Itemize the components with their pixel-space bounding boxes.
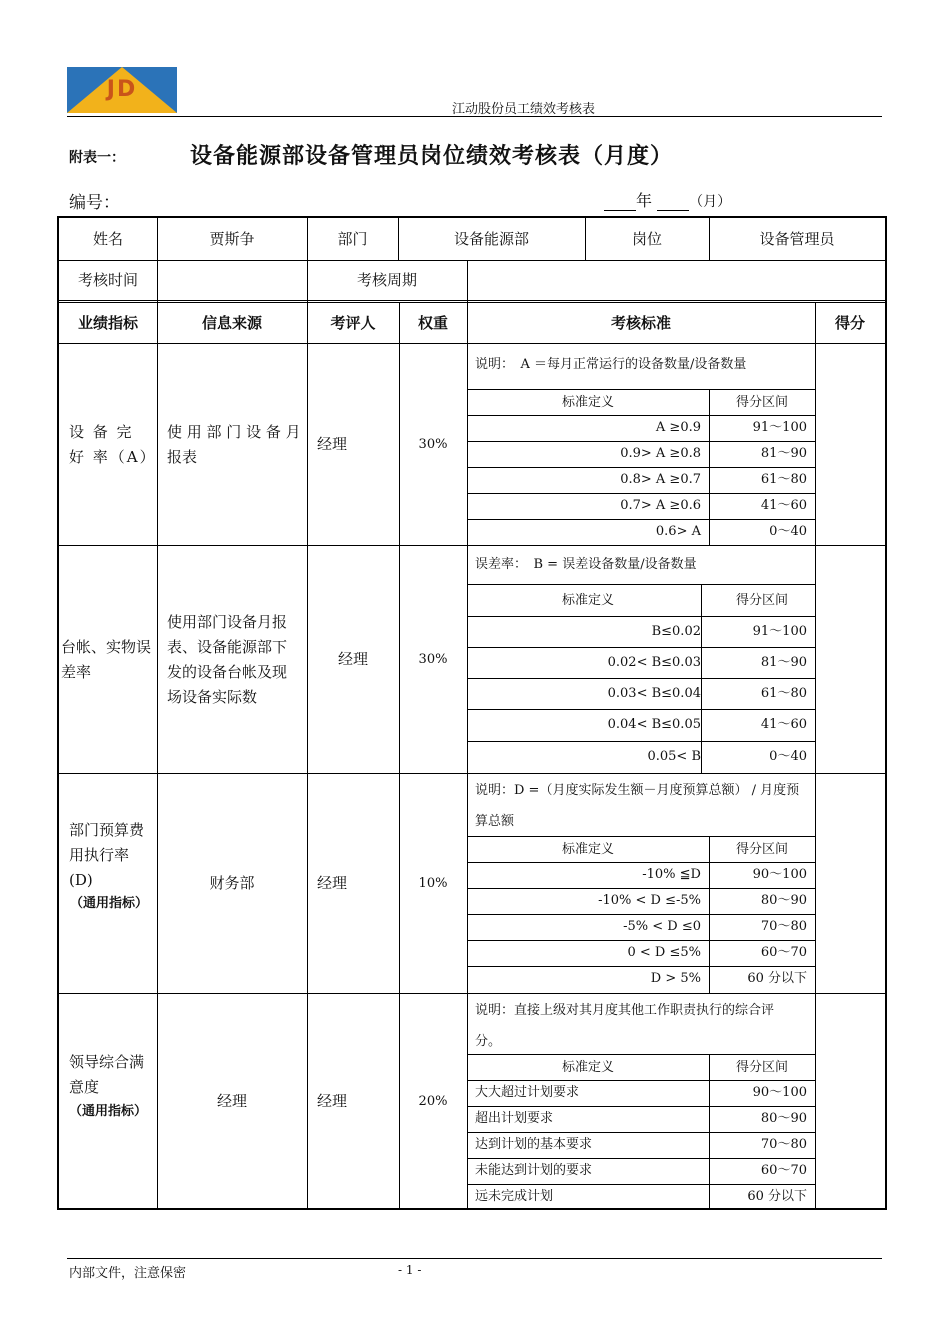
grid-line <box>157 218 158 302</box>
month-blank[interactable] <box>657 194 689 211</box>
standard-note: 说明：D =（月度实际发生额－月度预算总额） / 月度预算总额 <box>475 783 800 829</box>
standard-note: 说明： A ＝每月正常运行的设备数量/设备数量 <box>475 357 747 372</box>
std-def: -5% < D ≤0 <box>623 919 701 934</box>
std-score: 90～100 <box>752 1085 807 1100</box>
footer-note: 内部文件，注意保密 <box>69 1266 187 1281</box>
page-number: - 1 - <box>398 1263 422 1277</box>
std-score: 60～70 <box>760 1163 807 1178</box>
score-head: 得分区间 <box>735 592 788 608</box>
col-indicator: 业绩指标 <box>77 313 138 332</box>
std-def: 超出计划要求 <box>475 1111 554 1126</box>
col-source: 信息来源 <box>201 313 262 332</box>
logo-text: JD <box>106 77 138 102</box>
std-def: 未能达到计划的要求 <box>475 1163 593 1178</box>
year-label: 年 <box>636 191 653 210</box>
page-title: 设备能源部设备管理员岗位绩效考核表（月度） <box>190 143 674 169</box>
std-score: 61～80 <box>760 472 807 487</box>
std-def: 0.6> A <box>655 524 701 539</box>
std-score: 60 分以下 <box>747 971 807 986</box>
std-def: 0.04< B≤0.05 <box>607 717 701 732</box>
company-logo <box>67 67 177 113</box>
indicator-weight: 30% <box>418 652 448 667</box>
std-score: 41～60 <box>760 498 807 513</box>
std-def: 远未完成计划 <box>475 1189 554 1204</box>
col-score: 得分 <box>834 313 865 332</box>
grid-line <box>701 584 702 773</box>
general-tag: （通用指标） <box>69 1104 148 1119</box>
std-def: D > 5% <box>650 971 701 986</box>
grid-line <box>398 218 399 260</box>
standard-note: 误差率： B = 误差设备数量/设备数量 <box>475 557 697 572</box>
general-tag: （通用指标） <box>69 896 148 911</box>
header-rule <box>67 116 882 117</box>
std-score: 81～90 <box>760 446 807 461</box>
dept-label: 部门 <box>337 229 368 248</box>
std-head: 标准定义 <box>561 394 614 410</box>
standard-note: 说明：直接上级对其月度其他工作职责执行的综合评分。 <box>475 1003 775 1049</box>
post-label: 岗位 <box>631 229 662 248</box>
grid-line <box>709 218 710 260</box>
assessment-table <box>57 216 887 1210</box>
std-def: 0.02< B≤0.03 <box>607 655 701 670</box>
dept-value: 设备能源部 <box>453 229 529 248</box>
period-label: 考核周期 <box>356 270 417 289</box>
std-score: 60～70 <box>760 945 807 960</box>
std-score: 80～90 <box>760 893 807 908</box>
col-standard: 考核标准 <box>610 313 671 332</box>
indicator-reviewer: 经理 <box>337 650 368 668</box>
score-head: 得分区间 <box>735 394 788 410</box>
indicator-name <box>59 818 157 948</box>
col-weight: 权重 <box>417 313 448 332</box>
indicator-reviewer: 经理 <box>317 874 348 892</box>
indicator-weight: 20% <box>418 1093 448 1109</box>
grid-line <box>709 389 710 545</box>
indicator-name-text: 部门预算费用执行率(D) <box>69 821 145 889</box>
std-def: -10% < D ≤-5% <box>598 893 701 908</box>
indicator-name-text: 领导综合满意度 <box>69 1053 145 1096</box>
std-def: 0 < D ≤5% <box>627 945 701 960</box>
grid-line <box>59 260 885 261</box>
footer-rule <box>67 1258 882 1259</box>
period-value[interactable] <box>467 260 885 300</box>
indicator-name: 设 备 完 好 率（A） <box>69 422 157 466</box>
indicator-source: 财务部 <box>209 874 255 892</box>
std-score: 70～80 <box>760 1137 807 1152</box>
std-def: 0.03< B≤0.04 <box>607 686 701 701</box>
number-label: 编号： <box>69 193 120 213</box>
month-label: （月） <box>689 194 732 210</box>
std-def: 0.05< B <box>647 749 701 764</box>
col-reviewer: 考评人 <box>330 313 376 332</box>
indicator-source: 使 用 部 门 设 备 月 报表 <box>167 422 301 466</box>
std-def: -10% ≦D <box>642 867 701 882</box>
grid-line <box>307 218 308 302</box>
indicator-weight: 10% <box>418 876 448 891</box>
name-label: 姓名 <box>92 229 123 248</box>
std-score: 91～100 <box>752 420 807 435</box>
std-def: 达到计划的基本要求 <box>475 1137 593 1152</box>
std-score: 41～60 <box>760 717 807 732</box>
name-value: 贾斯争 <box>209 229 255 248</box>
grid-line <box>467 260 468 302</box>
score-head: 得分区间 <box>735 841 788 857</box>
time-value[interactable] <box>157 260 307 300</box>
std-score: 0～40 <box>769 524 807 539</box>
indicator-reviewer: 经理 <box>317 435 348 453</box>
post-value: 设备管理员 <box>759 229 835 248</box>
indicator-weight: 30% <box>418 437 448 452</box>
indicator-reviewer: 经理 <box>317 1091 348 1110</box>
header-doc-title: 江动股份员工绩效考核表 <box>452 102 596 117</box>
std-score: 60 分以下 <box>747 1189 807 1204</box>
std-def: 0.8> A ≥0.7 <box>620 472 701 487</box>
appendix-label: 附表一： <box>69 150 125 166</box>
grid-line <box>815 302 816 1208</box>
std-score: 90～100 <box>752 867 807 882</box>
std-def: 0.7> A ≥0.6 <box>620 498 701 513</box>
std-head: 标准定义 <box>561 841 614 857</box>
year-blank[interactable] <box>604 194 636 211</box>
date-line <box>604 188 731 211</box>
std-score: 70～80 <box>760 919 807 934</box>
score-head: 得分区间 <box>735 1059 788 1075</box>
std-score: 0～40 <box>769 749 807 764</box>
indicator-source: 经理 <box>216 1091 247 1110</box>
indicator-name: 台帐、实物误差率 <box>61 637 152 681</box>
std-def: 0.9> A ≥0.8 <box>620 446 701 461</box>
std-def: 大大超过计划要求 <box>475 1085 580 1100</box>
grid-line <box>709 1054 710 1208</box>
std-score: 81～90 <box>760 655 807 670</box>
grid-line <box>709 836 710 993</box>
indicator-source: 使用部门设备月报表、设备能源部下发的设备台帐及现场设备实际数 <box>167 612 288 706</box>
grid-line <box>585 218 586 260</box>
time-label: 考核时间 <box>77 270 138 289</box>
std-head: 标准定义 <box>561 592 614 608</box>
std-score: 61～80 <box>760 686 807 701</box>
std-def: B≤0.02 <box>651 624 701 639</box>
std-def: A ≥0.9 <box>655 420 701 435</box>
std-score: 80～90 <box>760 1111 807 1126</box>
indicator-name <box>59 1050 157 1160</box>
std-head: 标准定义 <box>561 1059 614 1075</box>
std-score: 91～100 <box>752 624 807 639</box>
